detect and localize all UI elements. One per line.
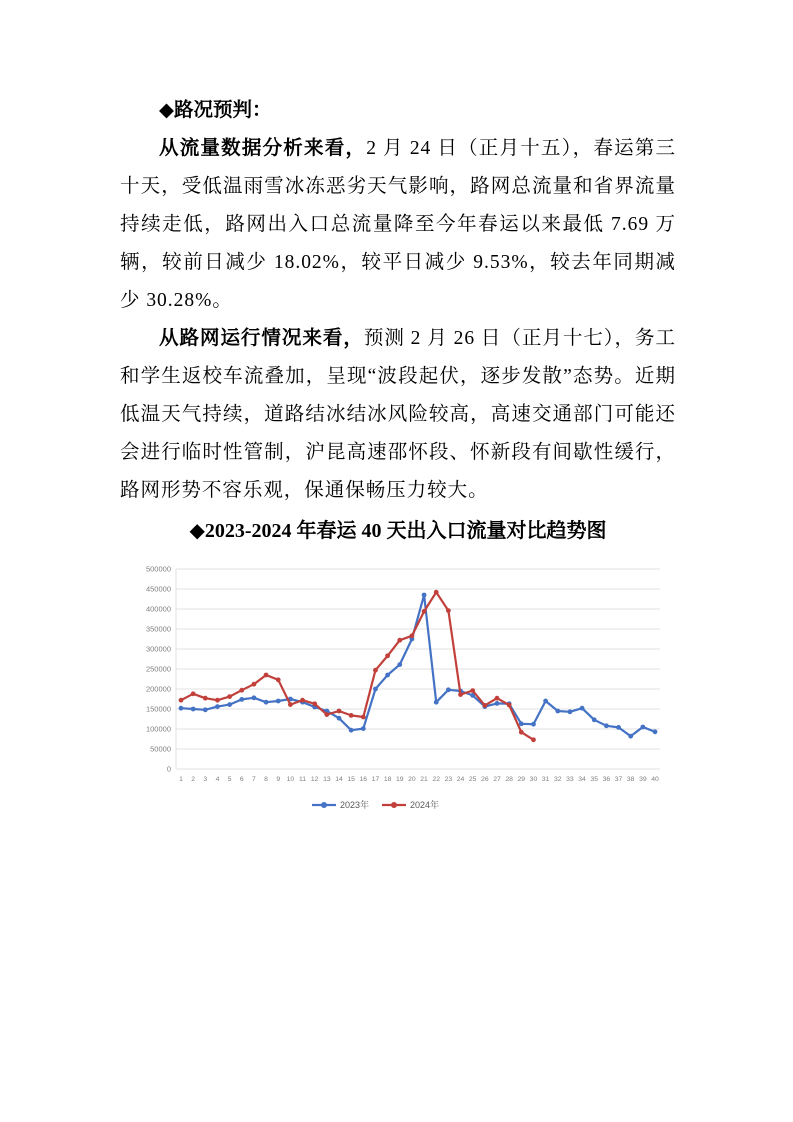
- data-point: [373, 687, 378, 692]
- paragraph-network-forecast: [120, 320, 676, 510]
- data-point: [312, 701, 317, 706]
- paragraph-lead-bold: 从流量数据分析来看，: [159, 138, 367, 159]
- data-point: [434, 700, 439, 705]
- data-point: [276, 677, 281, 682]
- data-point: [446, 687, 451, 692]
- data-point: [361, 726, 366, 731]
- data-point: [422, 609, 427, 614]
- data-point: [495, 696, 500, 701]
- series-line-2023年: [181, 595, 655, 736]
- x-axis-tick-label: 25: [468, 776, 477, 783]
- x-axis-tick-label: 6: [239, 776, 244, 783]
- x-axis-tick-label: 2: [191, 776, 196, 783]
- data-point: [349, 728, 354, 733]
- data-point: [288, 702, 293, 707]
- x-axis-tick-label: 11: [299, 776, 307, 783]
- x-axis-tick-label: 38: [626, 776, 635, 783]
- flow-trend-chart-svg: [132, 562, 668, 828]
- legend-label: 2024年: [410, 800, 440, 811]
- data-point: [179, 706, 184, 711]
- data-point: [215, 704, 220, 709]
- data-point: [495, 701, 500, 706]
- data-point: [385, 653, 390, 658]
- flow-trend-chart: [132, 562, 668, 828]
- x-axis-tick-label: 21: [420, 776, 428, 783]
- x-axis-tick-label: 15: [347, 776, 355, 783]
- data-point: [397, 662, 402, 667]
- data-point: [337, 709, 342, 714]
- data-point: [580, 706, 585, 711]
- paragraph-traffic-data: [120, 130, 676, 320]
- x-axis-tick-label: 28: [505, 776, 513, 783]
- x-axis-tick-label: 37: [614, 776, 623, 783]
- x-axis-tick-label: 12: [310, 776, 319, 783]
- x-axis-tick-label: 35: [590, 776, 599, 783]
- data-point: [276, 699, 281, 704]
- data-point: [361, 715, 366, 720]
- x-axis-tick-label: 24: [456, 776, 465, 783]
- y-axis-tick-label: 500000: [145, 564, 171, 574]
- x-axis-tick-label: 32: [553, 776, 562, 783]
- data-point: [446, 608, 451, 613]
- legend-item-2023年: [312, 799, 369, 810]
- data-point: [434, 590, 439, 595]
- data-point: [519, 730, 524, 735]
- data-point: [264, 700, 269, 705]
- y-axis-tick-label: 50000: [150, 744, 171, 754]
- x-axis-tick-label: 22: [432, 776, 441, 783]
- data-point: [203, 696, 208, 701]
- x-axis-tick-label: 29: [517, 776, 526, 783]
- legend-label: 2023年: [340, 800, 370, 811]
- data-point: [349, 713, 354, 718]
- data-point: [568, 709, 573, 714]
- x-axis-tick-label: 19: [395, 776, 404, 783]
- data-point: [422, 593, 427, 598]
- document-content: [120, 92, 676, 828]
- data-point: [264, 673, 269, 678]
- data-point: [531, 737, 536, 742]
- y-axis-tick-label: 400000: [145, 604, 171, 614]
- y-axis-tick-label: 0: [166, 764, 171, 774]
- data-point: [337, 716, 342, 721]
- x-axis-tick-label: 20: [408, 776, 416, 783]
- data-point: [470, 688, 475, 693]
- x-axis-tick-label: 4: [215, 776, 220, 783]
- x-axis-tick-label: 5: [227, 776, 232, 783]
- x-axis-tick-label: 31: [541, 776, 550, 783]
- data-point: [458, 692, 463, 697]
- data-point: [555, 709, 560, 714]
- data-point: [616, 725, 621, 730]
- paragraph-body-text: 2 月 24 日（正月十五），春运第三十天，受低温雨雪冰冻恶劣天气影响，路网总流量和省界流量持续走低，路网出入口总流量降至今年春运以来最低 7.69 万辆，较前日减少 18.02%，较平日减少 9.53%，较去年同期减少 30.28%。: [120, 138, 676, 311]
- data-point: [531, 722, 536, 727]
- data-point: [519, 721, 524, 726]
- x-axis-tick-label: 17: [371, 776, 380, 783]
- x-axis-tick-label: 26: [481, 776, 489, 783]
- data-point: [410, 633, 415, 638]
- x-axis-tick-label: 13: [323, 776, 331, 783]
- data-point: [215, 698, 220, 703]
- data-point: [628, 734, 633, 739]
- data-point: [640, 725, 645, 730]
- x-axis-tick-label: 34: [578, 776, 586, 783]
- data-point: [191, 691, 196, 696]
- legend-dot-marker: [391, 802, 397, 808]
- y-axis-tick-label: 100000: [145, 724, 171, 734]
- section-heading: ◆路况预判：: [159, 100, 272, 121]
- x-axis-tick-label: 27: [493, 776, 501, 783]
- x-axis-tick-label: 36: [602, 776, 611, 783]
- y-axis-tick-label: 300000: [145, 644, 171, 654]
- data-point: [227, 694, 232, 699]
- data-point: [653, 729, 658, 734]
- data-point: [227, 702, 232, 707]
- y-axis-tick-label: 450000: [145, 584, 171, 594]
- legend-item-2024年: [382, 799, 439, 810]
- data-point: [604, 723, 609, 728]
- x-axis-tick-label: 14: [335, 776, 343, 783]
- data-point: [324, 712, 329, 717]
- data-point: [397, 638, 402, 643]
- data-point: [179, 698, 184, 703]
- x-axis-tick-label: 23: [444, 776, 453, 783]
- data-point: [252, 695, 257, 700]
- chart-title: ◆2023-2024 年春运 40 天出入口流量对比趋势图: [189, 520, 607, 542]
- y-axis-tick-label: 200000: [145, 684, 171, 694]
- data-point: [507, 703, 512, 708]
- x-axis-tick-label: 16: [359, 776, 368, 783]
- x-axis-tick-label: 1: [179, 776, 183, 783]
- paragraph-lead-bold: 从路网运行情况来看，: [159, 328, 364, 349]
- paragraph-body-text: 预测 2 月 26 日（正月十七），务工和学生返校车流叠加，呈现“波段起伏，逐步发散”态势。近期低温天气持续，道路结冰结冰风险较高，高速交通部门可能还会进行临时性管制，沪昆高速邵怀段、怀新段有间歇性缓行，路网形势不容乐观，保通保畅压力较大。: [120, 328, 676, 501]
- data-point: [191, 707, 196, 712]
- x-axis-tick-label: 7: [252, 776, 256, 783]
- data-point: [592, 717, 597, 722]
- series-line-2024年: [181, 592, 533, 740]
- y-axis-tick-label: 350000: [145, 624, 171, 634]
- data-point: [239, 688, 244, 693]
- x-axis-tick-label: 3: [203, 776, 208, 783]
- x-axis-tick-label: 10: [286, 776, 295, 783]
- data-point: [203, 707, 208, 712]
- x-axis-tick-label: 9: [276, 776, 281, 783]
- data-point: [239, 697, 244, 702]
- x-axis-tick-label: 18: [383, 776, 392, 783]
- data-point: [482, 703, 487, 708]
- x-axis-tick-label: 33: [566, 776, 574, 783]
- x-axis-tick-label: 40: [651, 776, 659, 783]
- x-axis-tick-label: 30: [529, 776, 538, 783]
- x-axis-tick-label: 39: [639, 776, 647, 783]
- data-point: [373, 668, 378, 673]
- y-axis-tick-label: 150000: [145, 704, 171, 714]
- legend-dot-marker: [321, 802, 327, 808]
- data-point: [300, 698, 305, 703]
- data-point: [543, 699, 548, 704]
- x-axis-tick-label: 8: [264, 776, 268, 783]
- data-point: [385, 673, 390, 678]
- data-point: [252, 682, 257, 687]
- y-axis-tick-label: 250000: [145, 664, 171, 674]
